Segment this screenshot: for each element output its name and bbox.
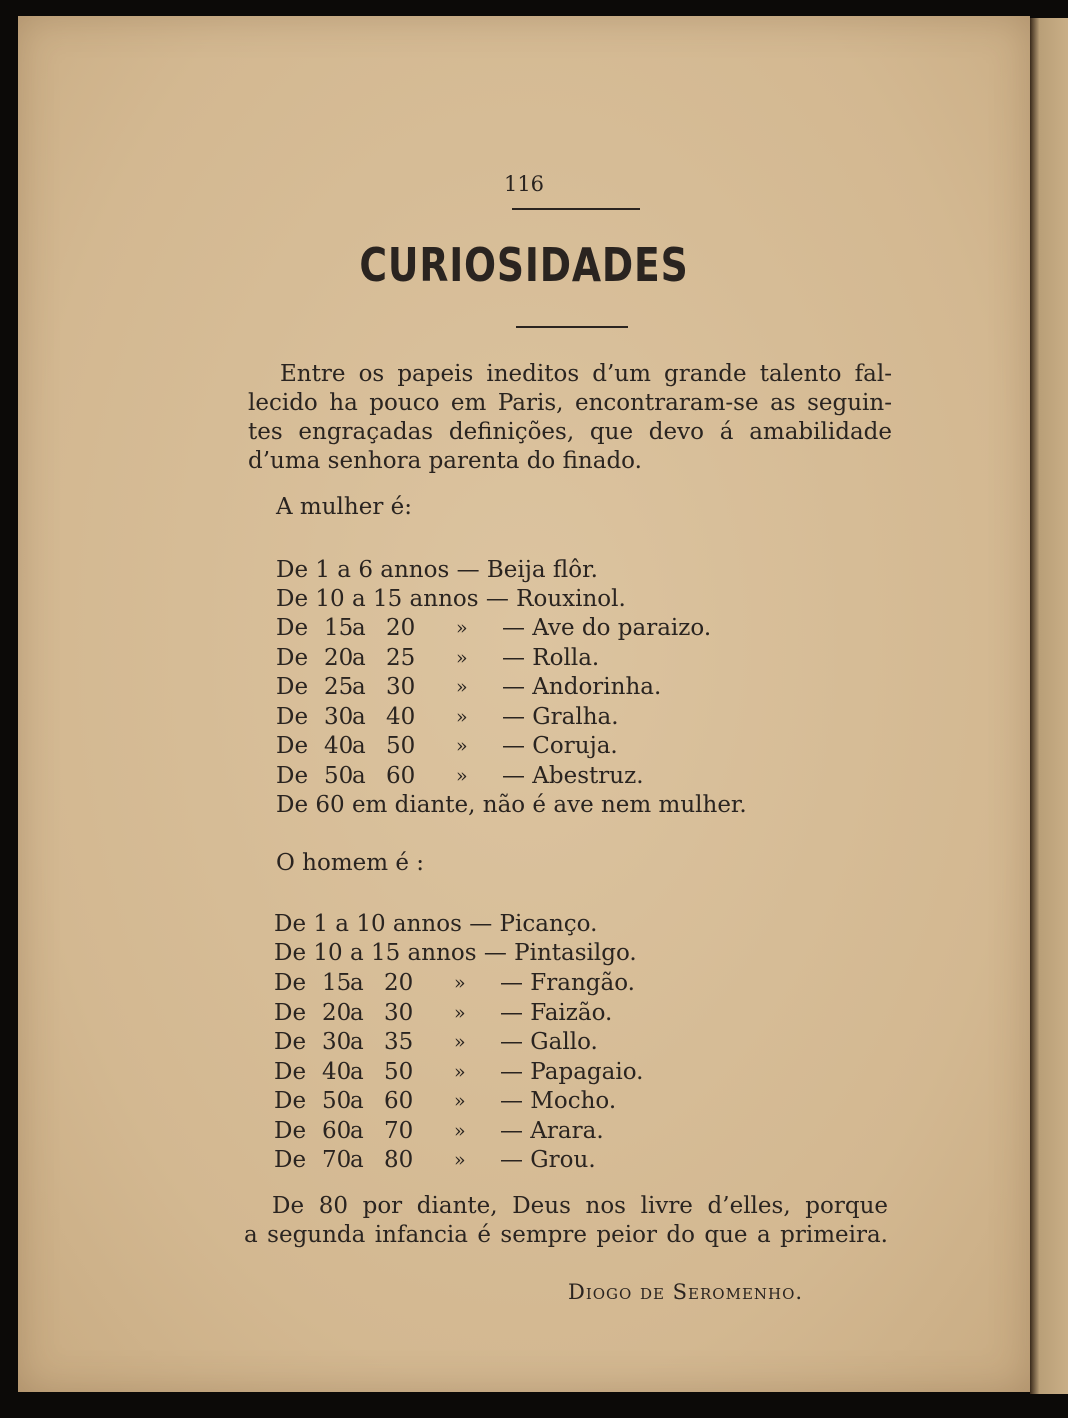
woman-row-ditto: » [456, 617, 468, 639]
woman-row-to: 25 [386, 644, 416, 671]
woman-last-line: De 60 em diante, não é ave nem mulher. [276, 792, 747, 818]
woman-heading: A mulher é: [276, 494, 412, 520]
man-row-from: 15 [322, 970, 352, 996]
man-row-de: De [274, 1029, 307, 1055]
woman-row-a: a [352, 615, 366, 641]
book-page [18, 16, 1030, 1392]
woman-row-from: 25 [324, 674, 354, 700]
man-row-animal: — Frangão. [500, 970, 635, 996]
woman-row-from: 40 [324, 733, 354, 759]
woman-row-a: a [352, 644, 366, 671]
man-row-a: a [350, 970, 364, 996]
woman-row-to: 50 [386, 733, 416, 759]
woman-row-de: De [276, 733, 309, 759]
author-signature: Diogo de Seromenho. [568, 1280, 804, 1304]
intro-line: d’uma senhora parenta do finado. [248, 448, 642, 474]
woman-row: De 10 a 15 annos — Rouxinol. [276, 586, 626, 612]
man-row-de: De [274, 1147, 307, 1173]
woman-row-a: a [352, 762, 366, 789]
woman-row-de: De [276, 762, 309, 789]
man-row-to: 35 [384, 1029, 414, 1055]
man-row-a: a [350, 1147, 364, 1173]
woman-row-to: 40 [386, 703, 416, 730]
man-row-de: De [274, 1117, 307, 1144]
intro-line: lecido ha pouco em Paris, encontraram-se as seguin- [248, 390, 892, 416]
man-row: De 1 a 10 annos — Picanço. [274, 911, 598, 937]
woman-row-to: 60 [386, 762, 416, 789]
adjacent-page-edge [1030, 18, 1068, 1394]
woman-row-from: 50 [324, 762, 354, 789]
man-row-from: 70 [322, 1147, 352, 1173]
man-row-de: De [274, 999, 307, 1026]
man-row-a: a [350, 1088, 364, 1114]
man-row-to: 20 [384, 970, 414, 996]
man-heading: O homem é : [276, 850, 425, 876]
woman-row-ditto: » [456, 735, 468, 757]
woman-row-from: 20 [324, 644, 354, 671]
woman-row-a: a [352, 703, 366, 730]
page-title: CURIOSIDADES [359, 238, 689, 292]
closing-line: De 80 por diante, Deus nos livre d’elles, porque [272, 1193, 888, 1219]
man-row-to: 70 [384, 1117, 414, 1144]
woman-row-animal: — Abestruz. [502, 762, 644, 789]
woman-row: De 1 a 6 annos — Beija flôr. [276, 557, 598, 583]
woman-row-de: De [276, 674, 309, 700]
man-row-a: a [350, 1058, 364, 1085]
closing-line: a segunda infancia é sempre peior do que a primeira. [244, 1222, 888, 1248]
man-row-animal: — Gallo. [500, 1029, 598, 1055]
man-row-from: 60 [322, 1117, 352, 1144]
man-row-from: 50 [322, 1088, 352, 1114]
intro-line: tes engraçadas definições, que devo á amabilidade [248, 419, 892, 445]
man-row-a: a [350, 1117, 364, 1144]
man-row-animal: — Mocho. [500, 1088, 617, 1114]
woman-row-animal: — Ave do paraizo. [502, 615, 712, 641]
man-row-de: De [274, 1058, 307, 1085]
intro-line: Entre os papeis ineditos d’um grande talento fal- [280, 361, 892, 387]
woman-row-de: De [276, 703, 309, 730]
woman-row-de: De [276, 615, 309, 641]
closing-paragraph [244, 1192, 888, 1250]
man-row-ditto: » [454, 1149, 466, 1171]
woman-row-ditto: » [456, 764, 468, 787]
woman-row-a: a [352, 733, 366, 759]
man-row-to: 30 [384, 999, 414, 1026]
man-row-animal: — Grou. [500, 1147, 596, 1173]
woman-row-animal: — Coruja. [502, 733, 618, 759]
woman-row-from: 15 [324, 615, 354, 641]
man-row-to: 60 [384, 1088, 414, 1114]
man-row-ditto: » [454, 1119, 466, 1142]
woman-row-a: a [352, 674, 366, 700]
woman-row-de: De [276, 644, 309, 671]
man-row-animal: — Faizão. [500, 999, 613, 1026]
man-row-de: De [274, 1088, 307, 1114]
man-row-animal: — Arara. [500, 1117, 604, 1144]
page-number: 116 [503, 172, 545, 196]
man-row-ditto: » [454, 1001, 466, 1024]
intro-paragraph [248, 360, 892, 476]
man-row-to: 50 [384, 1058, 414, 1085]
man-row-de: De [274, 970, 307, 996]
woman-row-to: 20 [386, 615, 416, 641]
man-row-ditto: » [454, 1060, 466, 1083]
man-row-a: a [350, 999, 364, 1026]
woman-row-ditto: » [456, 705, 468, 728]
man-row-from: 30 [322, 1029, 352, 1055]
woman-row-animal: — Gralha. [502, 703, 619, 730]
woman-row-to: 30 [386, 674, 416, 700]
woman-row-animal: — Rolla. [502, 644, 600, 671]
woman-row-ditto: » [456, 646, 468, 669]
top-rule [512, 208, 640, 210]
woman-row-animal: — Andorinha. [502, 674, 662, 700]
man-row-ditto: » [454, 1090, 466, 1112]
man-row-ditto: » [454, 1031, 466, 1053]
man-row: De 10 a 15 annos — Pintasilgo. [274, 940, 637, 966]
title-rule [516, 326, 628, 328]
man-row-from: 40 [322, 1058, 352, 1085]
man-row-animal: — Papagaio. [500, 1058, 644, 1085]
man-row-a: a [350, 1029, 364, 1055]
man-row-ditto: » [454, 972, 466, 994]
man-row-to: 80 [384, 1147, 414, 1173]
woman-row-from: 30 [324, 703, 354, 730]
man-row-from: 20 [322, 999, 352, 1026]
woman-row-ditto: » [456, 676, 468, 698]
